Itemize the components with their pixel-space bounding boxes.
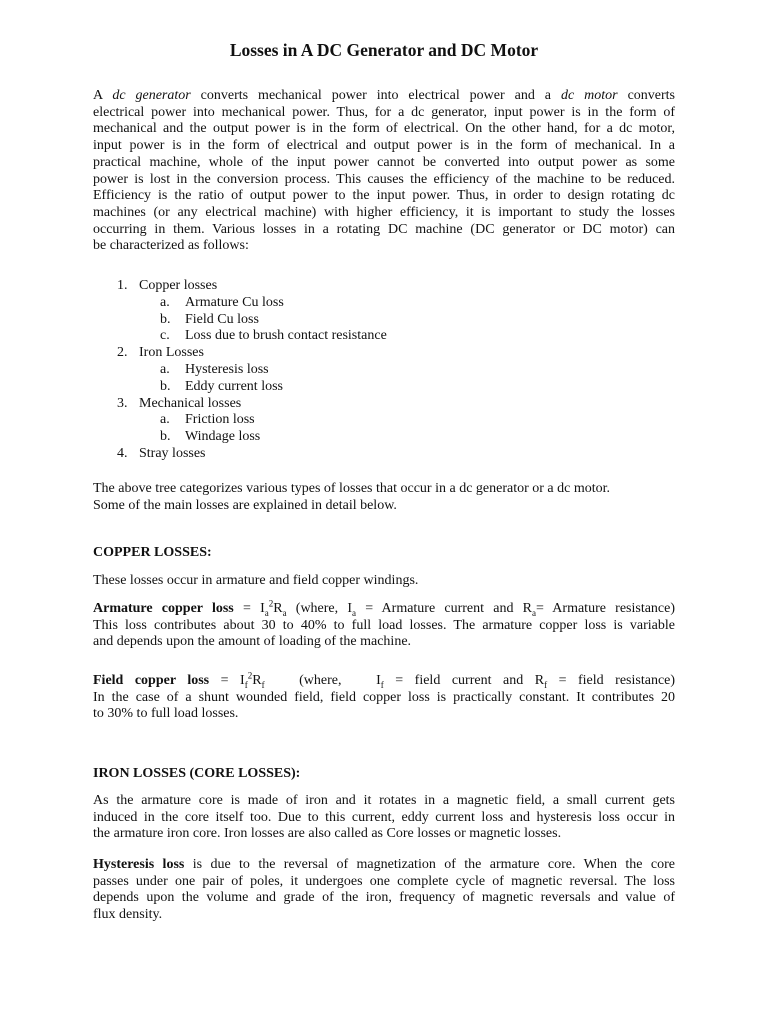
list-number: 4. <box>117 445 128 461</box>
armature-copper-loss-label: Armature copper loss <box>93 601 234 616</box>
hysteresis-line: depends upon the volume and grade of the iron, frequency of magnetic reversals and value of <box>93 890 675 906</box>
intro-line: Efficiency is the ratio of output power to the input power. Thus, in order to design rotating dc <box>93 188 675 204</box>
field-line: In the case of a shunt wounded field, field copper loss is practically constant. It contributes 20 <box>93 689 675 705</box>
intro-line: electrical power into mechanical power. Thus, for a dc generator, input power is in the form of <box>93 104 675 120</box>
sub-list-letter: b. <box>160 378 171 394</box>
tree-paragraph <box>93 481 675 514</box>
intro-paragraph <box>93 88 675 255</box>
sub-list-item <box>93 379 675 396</box>
sub-list-item-label: Friction loss <box>185 412 255 428</box>
armature-superscript: 2 <box>268 598 274 609</box>
iron-losses-paragraph <box>93 793 675 843</box>
list-item <box>93 345 675 362</box>
armature-copper-loss-paragraph <box>93 598 676 651</box>
hysteresis-line: flux density. <box>93 907 163 923</box>
intro-line-first <box>93 88 675 105</box>
sub-list-item-label: Hysteresis loss <box>185 361 269 377</box>
sub-list-item-label: Armature Cu loss <box>185 294 284 310</box>
iron-line: As the armature core is made of iron and it rotates in a magnetic field, a small current gets <box>93 793 675 808</box>
armature-subscript: a <box>282 607 287 618</box>
sub-list-letter: c. <box>160 328 170 344</box>
field-eq-text: = I <box>209 673 245 688</box>
list-item <box>93 446 675 463</box>
armature-line: and depends upon the amount of loading of the machine. <box>93 634 412 650</box>
intro-text-mid2: converts <box>617 88 675 103</box>
sub-list-item <box>93 295 675 312</box>
hysteresis-line: passes under one pair of poles, it undergoes one complete cycle of magnetic reversal. The loss <box>93 873 675 889</box>
field-line: to 30% to full load losses. <box>93 706 239 722</box>
list-item-label: Iron Losses <box>139 345 204 361</box>
sub-list-item <box>93 328 675 345</box>
field-copper-loss-paragraph <box>93 670 676 723</box>
sub-list-item <box>93 429 675 446</box>
armature-line: This loss contributes about 30 to 40% to full load losses. The armature copper loss is variable <box>93 617 675 633</box>
armature-eq-text: = I <box>233 601 265 616</box>
tree-line: Some of the main losses are explained in detail below. <box>93 497 397 513</box>
intro-term-dc-generator: dc generator <box>112 88 191 103</box>
intro-line: input power is in the form of electrical and output power is in the form of mechanical. In a <box>93 138 675 154</box>
copper-intro <box>93 573 675 590</box>
field-copper-loss-label: Field copper loss <box>93 673 210 688</box>
armature-r-symbol: R <box>273 601 283 616</box>
field-end-text: = field resistance) <box>547 673 676 688</box>
field-eq2-text: = field current and R <box>383 673 545 688</box>
hysteresis-first-text: is due to the reversal of magnetization of the armature core. When the core <box>184 857 675 872</box>
field-where-text: (where, <box>299 673 342 688</box>
intro-line: practical machine, whole of the input power cannot be converted into output power as some <box>93 154 675 170</box>
intro-line: be characterized as follows: <box>93 238 249 254</box>
field-subscript: f <box>380 679 384 690</box>
armature-subscript: a <box>531 607 536 618</box>
copper-intro-line: These losses occur in armature and field copper windings. <box>93 573 419 588</box>
sub-list-letter: b. <box>160 429 171 445</box>
hysteresis-loss-label: Hysteresis loss <box>93 857 185 872</box>
intro-text-a: A <box>93 88 113 103</box>
field-subscript: f <box>544 679 548 690</box>
sub-list-item <box>93 412 675 429</box>
tree-line: The above tree categorizes various types of losses that occur in a dc generator or a dc motor. <box>93 481 611 496</box>
intro-line: occurring in them. Various losses in a rotating DC machine (DC generator or DC motor) can <box>93 221 675 237</box>
sub-list-item-label: Eddy current loss <box>185 378 283 394</box>
intro-term-dc-motor: dc motor <box>560 88 618 103</box>
iron-losses-heading: IRON LOSSES (CORE LOSSES): <box>93 766 301 781</box>
sub-list-item-label: Field Cu loss <box>185 311 259 327</box>
list-item <box>93 278 675 295</box>
armature-end-text: = Armature resistance) <box>535 601 676 616</box>
list-item <box>93 396 675 413</box>
field-i-symbol: I <box>376 673 381 688</box>
sub-list-letter: b. <box>160 311 171 327</box>
armature-subscript: a <box>352 607 357 618</box>
armature-rest-text: = Armature current and R <box>356 601 532 616</box>
copper-losses-heading: COPPER LOSSES: <box>93 545 212 560</box>
intro-line: power is lost in the conversion process. This causes the efficiency of the machine to be reduced. <box>93 171 675 187</box>
page-title: Losses in A DC Generator and DC Motor <box>229 40 539 60</box>
sub-list-item <box>93 312 675 329</box>
sub-list-letter: a. <box>160 294 170 310</box>
loss-category-list <box>93 278 675 463</box>
list-number: 3. <box>117 395 128 411</box>
intro-text-mid1: converts mechanical power into electrical power and a <box>190 88 561 103</box>
armature-formula-line <box>93 598 676 618</box>
field-superscript: 2 <box>247 670 253 681</box>
sub-list-letter: a. <box>160 412 170 428</box>
list-item-label: Mechanical losses <box>139 395 242 411</box>
field-subscript: f <box>244 679 248 690</box>
armature-where-text: (where, I <box>286 601 353 616</box>
sub-list-item-label: Loss due to brush contact resistance <box>185 328 387 344</box>
sub-list-item <box>93 362 675 379</box>
armature-subscript: a <box>264 607 269 618</box>
field-formula-line <box>93 670 676 690</box>
list-item-label: Stray losses <box>139 445 206 461</box>
field-r-symbol: R <box>252 673 262 688</box>
sub-list-letter: a. <box>160 361 170 377</box>
intro-line: mechanical and the output power is in the form of electrical. On the other hand, for a dc motor, <box>93 121 675 137</box>
field-subscript: f <box>261 679 265 690</box>
list-number: 1. <box>117 278 128 293</box>
iron-line: the armature iron core. Iron losses are also called as Core losses or magnetic losses. <box>93 826 562 842</box>
sub-list-item-label: Windage loss <box>185 429 261 445</box>
iron-line: induced in the core itself too. Due to this current, eddy current loss and hysteresis loss occur in <box>93 809 675 825</box>
hysteresis-first-line <box>93 857 675 874</box>
intro-line: machines (or any electrical machine) with higher efficiency, it is important to study the losses <box>93 204 675 220</box>
list-item-label: Copper losses <box>139 278 218 293</box>
hysteresis-loss-paragraph <box>93 857 675 924</box>
list-number: 2. <box>117 345 128 361</box>
